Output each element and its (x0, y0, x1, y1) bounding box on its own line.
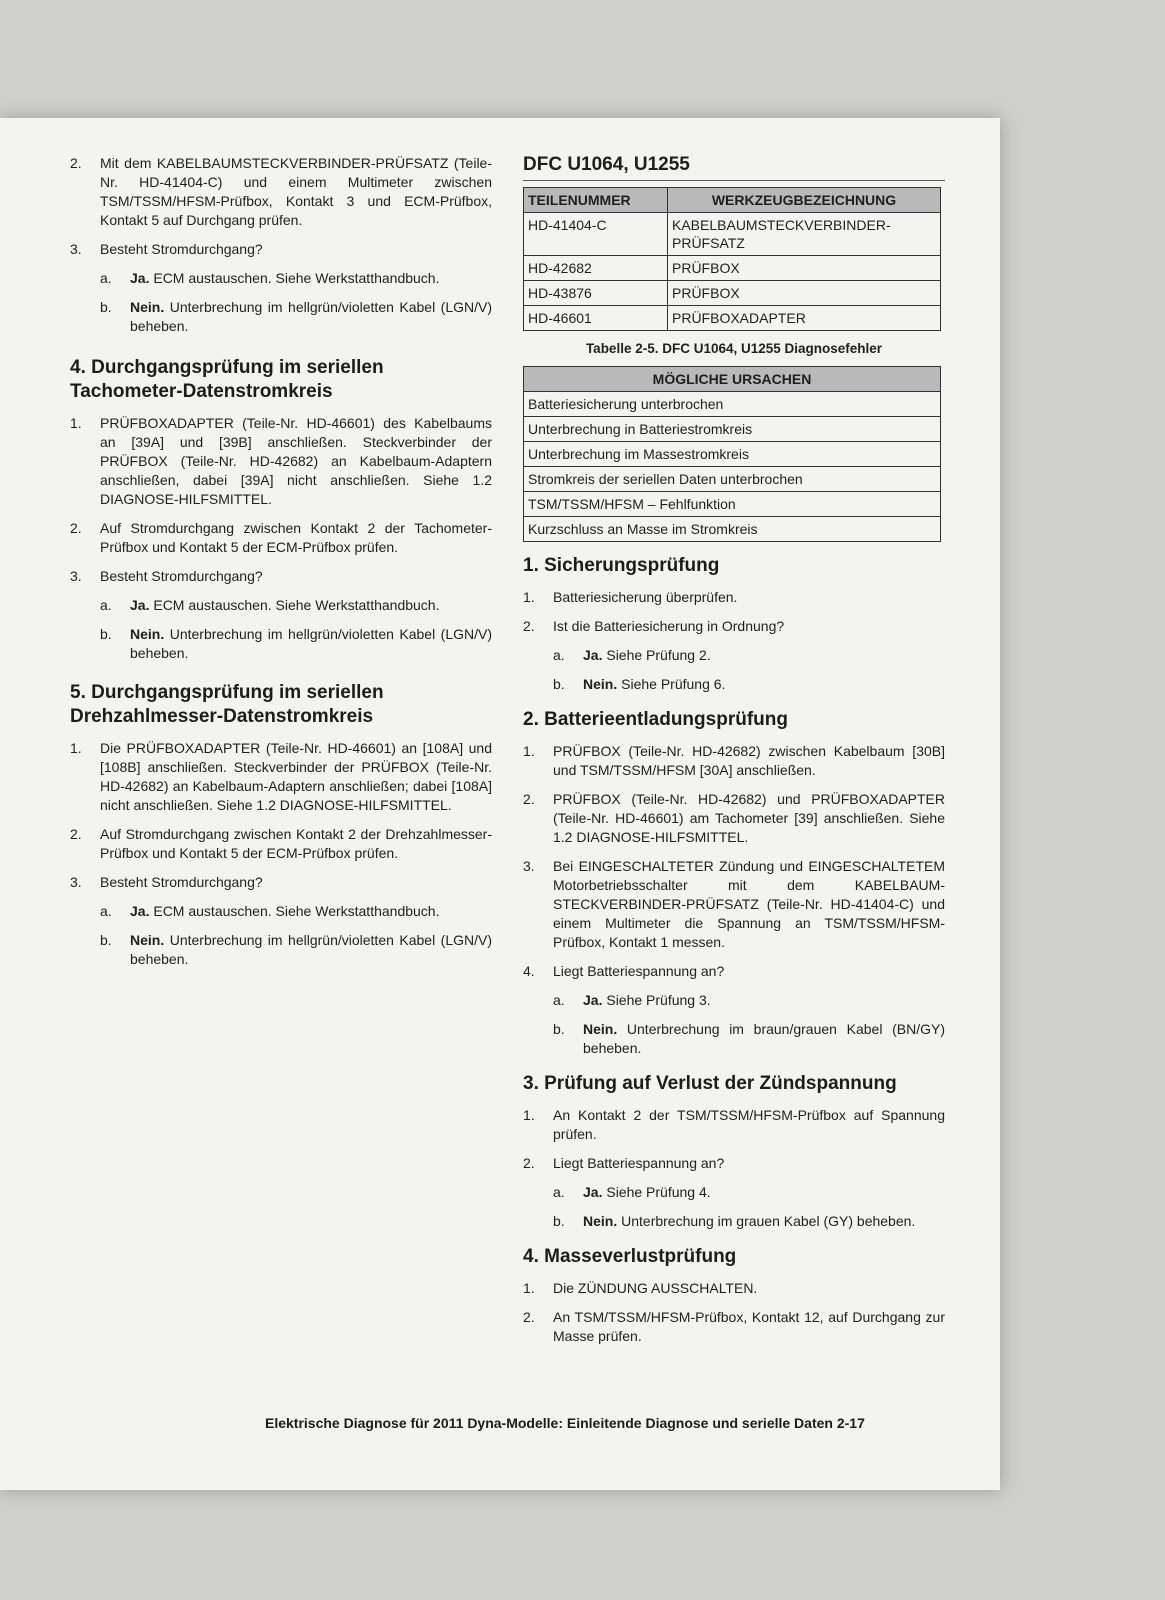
item-number: 1. (70, 740, 82, 756)
item-number: 4. (523, 963, 535, 979)
table-cell: Kurzschluss an Masse im Stromkreis (524, 517, 941, 542)
table-cell: HD-42682 (524, 256, 668, 281)
item-number: 2. (523, 1155, 535, 1171)
sub-text: Siehe Prüfung 6. (617, 676, 726, 692)
sub-answer: Ja. (130, 597, 150, 613)
sub-item (70, 902, 492, 921)
sub-text: ECM austauschen. Siehe Werkstatthandbuch. (149, 270, 440, 286)
sub-letter: b. (100, 299, 112, 315)
item-number: 1. (70, 415, 82, 431)
sub-item (523, 1212, 945, 1231)
item-number: 3. (70, 241, 82, 257)
table-caption: Tabelle 2-5. DFC U1064, U1255 Diagnosefehler (585, 341, 883, 356)
item-text: Auf Stromdurchgang zwischen Kontakt 2 der Tachometer-Prüfbox und Kontakt 5 der ECM-Prüfbox prüfen. (100, 520, 492, 555)
sub-text: ECM austauschen. Siehe Werkstatthandbuch. (149, 903, 440, 919)
list-item (70, 567, 492, 586)
item-number: 2. (70, 155, 82, 171)
list-item (523, 1279, 945, 1298)
item-text: Besteht Stromdurchgang? (100, 874, 263, 890)
tools-table (523, 187, 941, 331)
list-item (523, 617, 945, 636)
sub-letter: b. (553, 1213, 565, 1229)
left-column (70, 154, 492, 979)
item-text: Mit dem KABELBAUMSTECKVERBINDER-PRÜFSATZ (Teile-Nr. HD-41404-C) und einem Multimeter zwischen TSM/TSSM/HFSM-Prüfbox, Kontakt 3 und ECM-Prüfbox, Kontakt 5 auf Durchgang prüfen. (100, 155, 492, 228)
item-text: An Kontakt 2 der TSM/TSSM/HFSM-Prüfbox auf Spannung prüfen. (553, 1107, 945, 1142)
sub-item (70, 931, 492, 969)
item-number: 1. (523, 1107, 535, 1123)
table-cell: HD-41404-C (524, 213, 668, 256)
section-heading: 4. Durchgangsprüfung im seriellen Tachometer-Datenstromkreis (70, 357, 384, 402)
sub-item (523, 1183, 945, 1202)
table-row (524, 392, 941, 417)
table-cell: Stromkreis der seriellen Daten unterbrochen (524, 467, 941, 492)
sub-answer: Nein. (583, 1021, 618, 1037)
page-footer: Elektrische Diagnose für 2011 Dyna-Modelle: Einleitende Diagnose und serielle Daten 2-17 (265, 1415, 865, 1431)
table-row (524, 492, 941, 517)
item-text: Auf Stromdurchgang zwischen Kontakt 2 der Drehzahlmesser-Prüfbox und Kontakt 5 der ECM-Prüfbox prüfen. (100, 826, 492, 861)
table-row (524, 417, 941, 442)
table-header: TEILENUMMER (524, 188, 668, 213)
sub-text: Unterbrechung im braun/grauen Kabel (BN/GY) beheben. (583, 1021, 945, 1056)
item-text: PRÜFBOX (Teile-Nr. HD-42682) zwischen Kabelbaum [30B] und TSM/TSSM/HFSM [30A] anschließen. (553, 743, 945, 778)
list-item (70, 873, 492, 892)
list-item (523, 962, 945, 981)
list-item (523, 1308, 945, 1346)
item-text: PRÜFBOXADAPTER (Teile-Nr. HD-46601) des Kabelbaums an [39A] und [39B] anschließen. Steckverbinder der PRÜFBOX (Teile-Nr. HD-42682) an Kabelbaum-Adaptern anschließen, dabei [39A] nicht anschließen. Siehe 1.2 DIAGNOSE-HILFSMITTEL. (100, 415, 492, 507)
table-header: WERKZEUGBEZEICHNUNG (668, 188, 941, 213)
list-item (523, 1154, 945, 1173)
table-cell: PRÜFBOXADAPTER (668, 306, 941, 331)
item-number: 1. (523, 743, 535, 759)
item-text: Liegt Batteriespannung an? (553, 1155, 725, 1171)
right-column (523, 154, 945, 1356)
sub-item (70, 596, 492, 615)
table-header-row (524, 367, 941, 392)
sub-answer: Ja. (583, 1184, 603, 1200)
table-cell: TSM/TSSM/HFSM – Fehlfunktion (524, 492, 941, 517)
table-row (524, 213, 941, 256)
item-number: 3. (523, 858, 535, 874)
table-cell: Unterbrechung im Massestromkreis (524, 442, 941, 467)
list-item (70, 825, 492, 863)
item-text: PRÜFBOX (Teile-Nr. HD-42682) und PRÜFBOXADAPTER (Teile-Nr. HD-46601) am Tachometer [39] anschließen. Siehe 1.2 DIAGNOSE-HILFSMITTEL. (553, 791, 945, 845)
item-number: 1. (523, 589, 535, 605)
table-cell: Batteriesicherung unterbrochen (524, 392, 941, 417)
sub-text: Unterbrechung im hellgrün/violetten Kabel (LGN/V) beheben. (130, 299, 492, 334)
sub-letter: b. (553, 1021, 565, 1037)
sub-answer: Nein. (583, 1213, 618, 1229)
item-number: 2. (523, 791, 535, 807)
sub-letter: a. (553, 992, 565, 1008)
sub-answer: Nein. (130, 626, 165, 642)
sub-text: ECM austauschen. Siehe Werkstatthandbuch. (149, 597, 440, 613)
list-item (70, 414, 492, 509)
table-row (524, 517, 941, 542)
sub-answer: Nein. (130, 932, 165, 948)
item-number: 2. (70, 826, 82, 842)
sub-answer: Ja. (130, 903, 150, 919)
sub-letter: a. (100, 270, 112, 286)
sub-letter: b. (100, 626, 112, 642)
causes-table (523, 366, 941, 542)
document-page (0, 118, 1000, 1490)
section-heading: 4. Masseverlustprüfung (523, 1246, 737, 1267)
table-cell: Unterbrechung in Batteriestromkreis (524, 417, 941, 442)
sub-item (70, 625, 492, 663)
table-row (524, 256, 941, 281)
item-number: 3. (70, 874, 82, 890)
item-number: 2. (523, 1309, 535, 1325)
list-item (523, 1106, 945, 1144)
table-cell: PRÜFBOX (668, 281, 941, 306)
item-text: Die ZÜNDUNG AUSSCHALTEN. (553, 1280, 758, 1296)
sub-answer: Ja. (583, 992, 603, 1008)
sub-text: Siehe Prüfung 3. (602, 992, 711, 1008)
table-header: MÖGLICHE URSACHEN (524, 367, 941, 392)
list-item (523, 790, 945, 847)
sub-answer: Ja. (583, 647, 603, 663)
sub-item (523, 991, 945, 1010)
sub-item (523, 646, 945, 665)
sub-item (70, 298, 492, 336)
item-text: Die PRÜFBOXADAPTER (Teile-Nr. HD-46601) an [108A] und [108B] anschließen. Steckverbinder der PRÜFBOX (Teile-Nr. HD-42682) an Kabelbaum-Adaptern anschließen; dabei [108A] nicht anschließen. Siehe 1.2 DIAGNOSE-HILFSMITTEL. (100, 740, 492, 813)
list-item (70, 154, 492, 230)
sub-letter: a. (100, 903, 112, 919)
table-row (524, 442, 941, 467)
list-item (70, 519, 492, 557)
sub-answer: Ja. (130, 270, 150, 286)
list-item (523, 742, 945, 780)
section-heading: 1. Sicherungsprüfung (523, 555, 720, 576)
sub-item (70, 269, 492, 288)
sub-letter: a. (553, 647, 565, 663)
item-number: 2. (70, 520, 82, 536)
table-row (524, 467, 941, 492)
list-item (70, 240, 492, 259)
list-item (523, 588, 945, 607)
list-item (523, 857, 945, 952)
item-number: 2. (523, 618, 535, 634)
item-text: An TSM/TSSM/HFSM-Prüfbox, Kontakt 12, auf Durchgang zur Masse prüfen. (553, 1309, 945, 1344)
sub-text: Siehe Prüfung 4. (602, 1184, 711, 1200)
sub-text: Siehe Prüfung 2. (602, 647, 711, 663)
table-cell: KABELBAUMSTECKVERBINDER-PRÜFSATZ (668, 213, 941, 256)
sub-text: Unterbrechung im grauen Kabel (GY) beheben. (617, 1213, 916, 1229)
table-cell: HD-43876 (524, 281, 668, 306)
item-text: Batteriesicherung überprüfen. (553, 589, 738, 605)
item-text: Liegt Batteriespannung an? (553, 963, 725, 979)
item-text: Besteht Stromdurchgang? (100, 568, 263, 584)
item-number: 1. (523, 1280, 535, 1296)
sub-text: Unterbrechung im hellgrün/violetten Kabel (LGN/V) beheben. (130, 626, 492, 661)
sub-letter: a. (553, 1184, 565, 1200)
sub-letter: a. (100, 597, 112, 613)
section-heading: 5. Durchgangsprüfung im seriellen Drehzahlmesser-Datenstromkreis (70, 682, 384, 727)
section-heading: 2. Batterieentladungsprüfung (523, 709, 788, 730)
sub-item (523, 1020, 945, 1058)
item-text: Ist die Batteriesicherung in Ordnung? (553, 618, 785, 634)
table-row (524, 281, 941, 306)
table-cell: HD-46601 (524, 306, 668, 331)
sub-answer: Nein. (583, 676, 618, 692)
sub-item (523, 675, 945, 694)
list-item (70, 739, 492, 815)
sub-answer: Nein. (130, 299, 165, 315)
section-heading: 3. Prüfung auf Verlust der Zündspannung (523, 1073, 897, 1094)
item-text: Bei EINGESCHALTETER Zündung und EINGESCHALTETEM Motorbetriebsschalter mit dem KABELBAUM-STECKVERBINDER-PRÜFSATZ (Teile-Nr. HD-41404-C) und einem Multimeter die Spannung an TSM/TSSM/HFSM-Prüfbox, Kontakt 1 messen. (553, 858, 945, 950)
sub-letter: b. (553, 676, 565, 692)
table-row (524, 306, 941, 331)
sub-text: Unterbrechung im hellgrün/violetten Kabel (LGN/V) beheben. (130, 932, 492, 967)
dfc-title: DFC U1064, U1255 (523, 154, 945, 181)
table-cell: PRÜFBOX (668, 256, 941, 281)
item-number: 3. (70, 568, 82, 584)
sub-letter: b. (100, 932, 112, 948)
table-header-row (524, 188, 941, 213)
item-text: Besteht Stromdurchgang? (100, 241, 263, 257)
